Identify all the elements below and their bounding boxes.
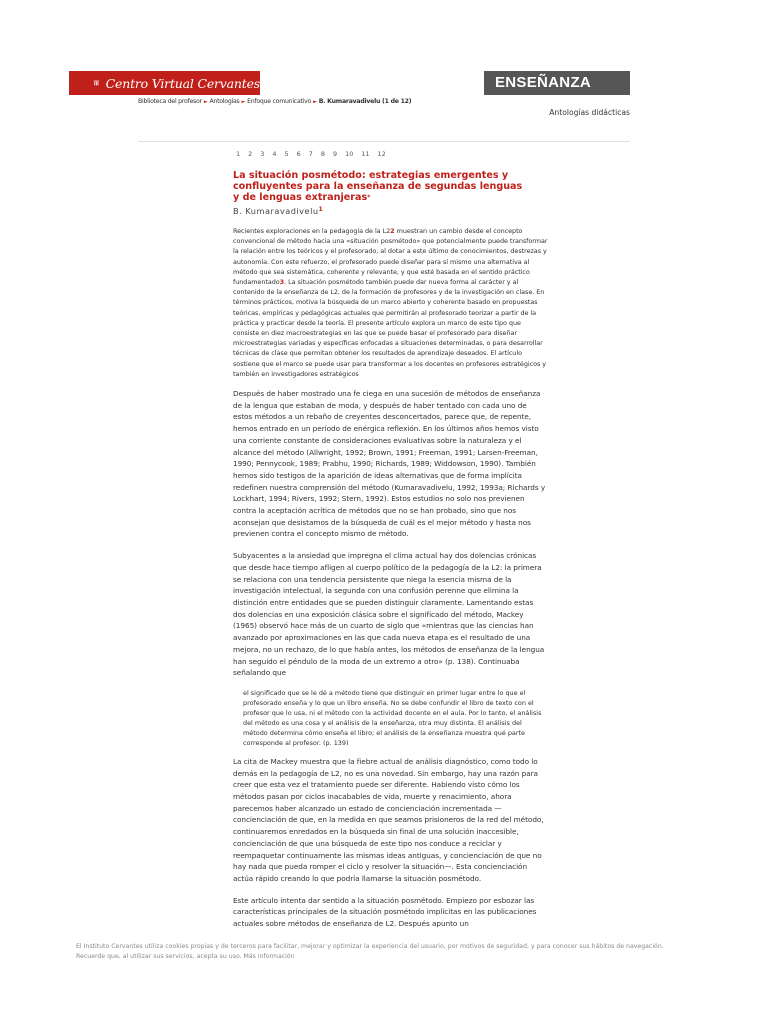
page-link-7[interactable]: 7 bbox=[308, 150, 313, 158]
article-title-line-2: confluyentes para la enseñanza de segundas lenguas bbox=[233, 181, 523, 192]
page-link-4[interactable]: 4 bbox=[272, 150, 277, 158]
antologias-didacticas-link[interactable]: Antologías didácticas bbox=[549, 108, 630, 117]
breadcrumb-separator-icon: ► bbox=[241, 99, 246, 105]
footnote-link-2[interactable]: 2 bbox=[390, 227, 395, 235]
breadcrumb-item-enfoque[interactable]: Enfoque comunicativo bbox=[247, 98, 312, 105]
section-title: ENSEÑANZA bbox=[484, 71, 630, 95]
abstract-text-b: muestran un cambio desde el concepto convencional de método hacia una «situación posmétodo» que potencialmente puede transformar la relación entre los teóricos y el profesorado, al dotar a este último de conocimientos, destrezas y autonomía. Con este refuerzo, el profesorado puede diseñar para sí mismo una alternativa al método que sea sistemática, coherente y relevante, y que esté basada en el sentido práctico fundamentado bbox=[233, 227, 548, 287]
abstract-text-a: Recientes exploraciones en la pedagogía de la L2 bbox=[233, 227, 391, 235]
article-abstract bbox=[233, 226, 548, 379]
author-footnote-link[interactable]: 1 bbox=[318, 206, 324, 213]
page-link-8[interactable]: 8 bbox=[320, 150, 325, 158]
page-link-2[interactable]: 2 bbox=[248, 150, 253, 158]
brand-name: Centro Virtual Cervantes bbox=[105, 75, 260, 91]
cookie-notice-more-info[interactable]: Recuerde que, al utilizar sus servicios, acepta su uso. Más información bbox=[76, 953, 295, 960]
divider bbox=[138, 141, 630, 142]
paragraph-3: La cita de Mackey muestra que la fiebre actual de análisis diagnóstico, como todo lo demás en la pedagogía de L2, no es una novedad. Sin embargo, hay una razón para creer que esta vez el tratamiento puede ser diferente. Habiendo visto cómo los métodos pasan por ciclos inacabables de vida, muerte y renacimiento, ahora parecemos haber alcanzado un estado de concienciación incrementada —concienciación de que, en la medida en que seamos prisioneros de la red del método, continuaremos enredados en la búsqueda sin final de una solución inaccesible, concienciación de que una búsqueda de este tipo nos conduce a reciclar y reempaquetar continuamente las mismas ideas antiguas, y concienciación de que no hay nada que pueda romper el ciclo y resolver la situación—. Esta concienciación actúa rápido creando lo que podría llamarse la situación posmétodo. bbox=[233, 756, 544, 883]
page-link-6[interactable]: 6 bbox=[296, 150, 301, 158]
brand-link[interactable] bbox=[69, 71, 260, 95]
page-link-11[interactable]: 11 bbox=[361, 150, 370, 158]
page-link-5[interactable]: 5 bbox=[284, 150, 289, 158]
breadcrumb-separator-icon: ► bbox=[203, 99, 208, 105]
breadcrumb-item-antologias[interactable]: Antologías bbox=[209, 98, 240, 105]
breadcrumb bbox=[138, 98, 411, 105]
abstract-text-c: . La situación posmétodo también puede dar nueva forma al carácter y al contenido de la enseñanza de L2, de la formación de profesores y de la investigación en clase. En términos prácticos, motiva la búsqueda de un marco abierto y coherente basado en propuestas teóricas, empíricas y pedagógicas actuales que permitirán al profesorado teorizar a partir de la práctica y practicar desde la teoría. El presente artículo explora un marco de este tipo que consiste en diez macroestrategias en las que se puede basar el profesorado para diseñar microestrategias variadas y específicas enfocadas a situaciones determinadas, o para desarrollar técnicas de clase que permitan obtener los resultados de aprendizaje deseados. El artículo sostiene que el marco se puede usar para transformar a los docentes en profesores estratégicos y también en investigadores estratégicos bbox=[233, 278, 547, 378]
breadcrumb-item-biblioteca[interactable]: Biblioteca del profesor bbox=[138, 98, 202, 105]
page-link-3[interactable]: 3 bbox=[260, 150, 265, 158]
paragraph-2: Subyacentes a la ansiedad que impregna el clima actual hay dos dolencias crónicas que desde hace tiempo afligen al cuerpo político de la pedagogía de la L2: la primera se relaciona con una tendencia persistente que niega la esencia misma de la investigación intelectual, la segunda con una confusión perenne que elimina la distinción entre entidades que se pueden distinguir claramente. Lamentando estas dos dolencias en una exposición clásica sobre el significado del método, Mackey (1965) observó hace más de un cuarto de siglo que «mientras que las ciencias han avanzado por aproximaciones en las que cada nueva etapa es el resultado de una mejora, no un rechazo, de lo que había antes, los métodos de enseñanza de la lengua han seguido el péndulo de la moda de un extremo a otro» (p. 138). Continuaba señalando que bbox=[233, 551, 545, 678]
article bbox=[233, 170, 548, 930]
cervantes-logo-icon bbox=[93, 75, 100, 91]
article-title bbox=[233, 170, 548, 203]
breadcrumb-separator-icon: ► bbox=[313, 99, 317, 105]
page-link-9[interactable]: 9 bbox=[333, 150, 338, 158]
footnote-link-3[interactable]: 3 bbox=[279, 278, 285, 287]
page-link-10[interactable]: 10 bbox=[345, 150, 354, 158]
page-link-12[interactable]: 12 bbox=[377, 150, 386, 158]
title-footnote-link[interactable]: * bbox=[367, 194, 371, 201]
page-link-1[interactable]: 1 bbox=[236, 150, 241, 158]
cookie-notice-text: El Instituto Cervantes utiliza cookies propias y de terceros para facilitar, mejorar y optimizar la experiencia del usuario, por motivos de seguridad, y para conocer sus hábitos de navegación. bbox=[76, 943, 664, 950]
block-quote: el significado que se le dé a método tiene que distinguir en primer lugar entre lo que el profesorado enseña y lo que un libro enseña. No se debe confundir el libro de texto con el profesor que lo usa, ni el método con la actividad docente en el aula. Por lo tanto, el análisis del método es una cosa y el análisis de la enseñanza, otra muy distinta. El análisis del método determina cómo enseña el libro; el análisis de la enseñanza muestra qué parte corresponde al profesor. (p. 139) bbox=[243, 688, 542, 747]
article-title-line-1: La situación posmétodo: estrategias emergentes y bbox=[233, 170, 509, 181]
cookie-notice bbox=[0, 942, 768, 966]
paragraph-4: Este artículo intenta dar sentido a la situación posmétodo. Empiezo por esbozar las características principales de la situación posmétodo implícitas en las publicaciones actuales sobre métodos de enseñanza de L2. Después apunto un bbox=[233, 895, 537, 929]
author-name: B. Kumaravadivelu bbox=[233, 206, 319, 216]
breadcrumb-current: B. Kumaravadivelu (1 de 12) bbox=[318, 98, 412, 105]
paragraph-1: Después de haber mostrado una fe ciega en una sucesión de métodos de enseñanza de la lengua que estaban de moda, y después de haber tentado con cada uno de estos métodos a un rebaño de creyentes desconcertados, parece que, de repente, hemos entrado en un período de enérgica reflexión. En los últimos años hemos visto una corriente constante de consideraciones evaluativas sobre la naturaleza y el alcance del método (Allwright, 1992; Brown, 1991; Freeman, 1991; Larsen-Freeman, 1990; Pennycook, 1989; Prabhu, 1990; Richards, 1989; Widdowson, 1990). También hemos sido testigos de la aparición de ideas alternativas que de forma implícita redefinen nuestra comprensión del método (Kumaravadivelu, 1992, 1993a; Richards y Lockhart, 1994; Rivers, 1992; Stern, 1992). Estos estudios no solo nos previenen contra la aceptación acrítica de métodos que no se han probado, sino que nos aconsejan que desistamos de la búsqueda de cuál es el mejor método y hasta nos previenen contra el concepto mismo de método. bbox=[233, 389, 546, 539]
article-author bbox=[233, 206, 548, 216]
article-title-line-3: y de lenguas extranjeras bbox=[233, 192, 368, 203]
pagination bbox=[236, 150, 389, 158]
